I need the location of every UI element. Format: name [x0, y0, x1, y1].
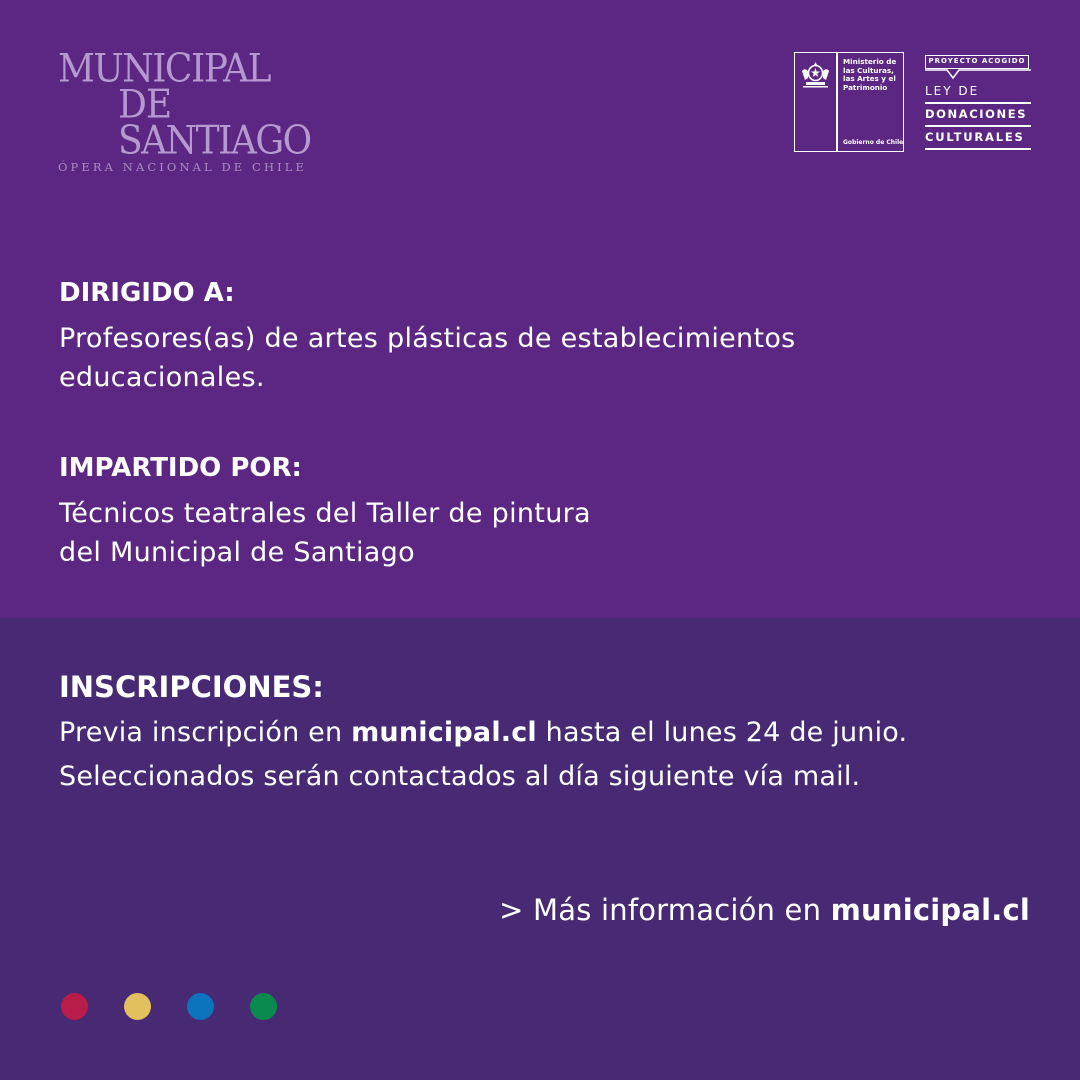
inscripciones-line-1 — [59, 711, 907, 755]
ley-rule — [925, 125, 1031, 127]
dot-yellow — [124, 993, 151, 1020]
ministerio-logo — [794, 52, 904, 152]
dirigido-line-1: Profesores(as) de artes plásticas de establecimientos — [59, 323, 796, 354]
more-info — [499, 893, 1030, 927]
municipal-link[interactable]: municipal.cl — [351, 717, 537, 748]
gobierno-label: Gobierno de Chile — [843, 139, 904, 146]
inscripciones-post: hasta el lunes 24 de junio. — [536, 717, 908, 748]
inscripciones-pre: Previa inscripción en — [59, 717, 352, 748]
inscripciones-heading: INSCRIPCIONES: — [59, 670, 324, 704]
ministerio-name: Ministerio de las Culturas, las Artes y el Patrimonio — [843, 57, 897, 92]
more-info-link[interactable]: municipal.cl — [830, 893, 1030, 927]
impartido-line-1: Técnicos teatrales del Taller de pintura — [59, 498, 591, 529]
logo-line-santiago: SANTIAGO — [118, 118, 311, 164]
dirigido-text — [59, 319, 796, 397]
culturales-label: CULTURALES — [925, 130, 1025, 144]
dot-red — [61, 993, 88, 1020]
ministerio-divider — [836, 53, 838, 151]
dirigido-line-2: educacionales. — [59, 362, 265, 393]
dirigido-heading: DIRIGIDO A: — [59, 278, 235, 308]
more-info-prefix: > Más información en — [499, 893, 831, 927]
logo-line-de: DE — [118, 82, 172, 128]
logo-line-municipal: MUNICIPAL — [58, 46, 271, 92]
inscripciones-line-2: Seleccionados serán contactados al día siguiente vía mail. — [59, 761, 861, 792]
impartido-text — [59, 494, 591, 572]
impartido-heading: IMPARTIDO POR: — [59, 453, 302, 483]
donaciones-label: DONACIONES — [925, 107, 1028, 121]
impartido-line-2: del Municipal de Santiago — [59, 537, 415, 568]
logo-subtitle: ÓPERA NACIONAL DE CHILE — [58, 160, 307, 174]
dot-blue — [187, 993, 214, 1020]
ley-rule — [925, 148, 1031, 150]
proyecto-acogido-label: PROYECTO ACOGIDO — [925, 55, 1029, 69]
ley-rule — [925, 102, 1031, 104]
ley-de-label: LEY DE — [925, 84, 980, 98]
coat-of-arms-icon — [799, 59, 832, 89]
ley-donaciones-logo — [925, 55, 1031, 150]
ribbon-icon — [925, 68, 1031, 84]
dot-green — [250, 993, 277, 1020]
inscripciones-text — [59, 711, 907, 799]
